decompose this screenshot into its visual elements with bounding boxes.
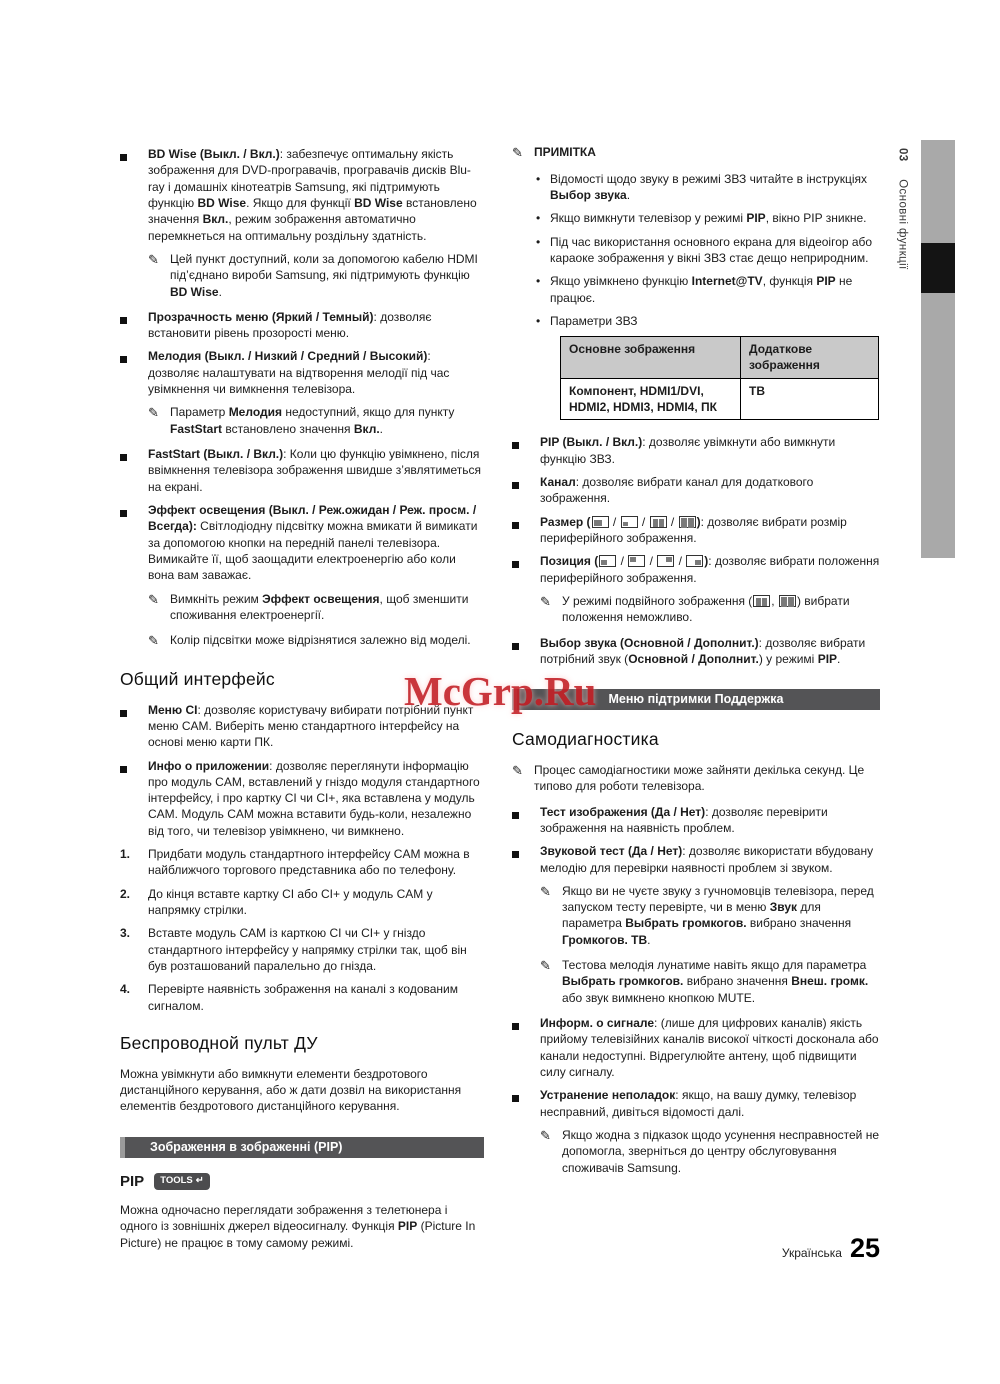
- list-item-signal-info: [512, 1015, 880, 1080]
- item-text: Меню CI: дозволяє користувачу вибирати потрібний пункт меню CAM. Виберіть меню стандартного інтерфейсу на основі меню карти ПК.: [148, 702, 474, 750]
- dot-icon: •: [536, 234, 541, 249]
- bullet-square-icon: [512, 635, 540, 668]
- section-heading-self-diagnosis: Самодиагностика: [512, 729, 659, 750]
- bullet-square-icon: [512, 474, 540, 507]
- chapter-title: Основні функції: [896, 179, 909, 270]
- item-text: Прозрачность меню (Яркий / Темный): дозволяє встановити рівень прозорості меню.: [148, 309, 432, 341]
- step-text: Вставте модуль CAM із карткою CI чи CI+ у гніздо стандартного інтерфейсу у напрямку стрілки так, щоб він був розташований паралельно до гнізда.: [148, 926, 467, 973]
- step-number: 1.: [120, 847, 131, 862]
- list-item-app-info: [120, 758, 484, 840]
- numbered-item-1: [120, 846, 484, 879]
- note-bullet: [536, 234, 880, 267]
- item-text: FastStart (Выкл. / Вкл.): Коли цю функцію увімкнено, після ввімкнення телевізора зображення швидше з’являтиметься на екрані.: [148, 447, 482, 494]
- page-footer: [782, 1230, 880, 1267]
- pencil-icon: ✎: [540, 958, 551, 974]
- note-bullet-text: Параметри ЗВЗ: [550, 313, 638, 328]
- item-text: Эффект освещения (Выкл. / Реж.ожидан / Реж. просм. / Всегда): Світлодіодну підсвітку можна вмикати й вимикати за допомогою кнопки на передній панелі телевізора. Вимикайте її, щоб заощадити електроенергію або коли вона вам заважає.: [148, 502, 478, 583]
- note-item: [148, 591, 484, 624]
- step-text: Придбати модуль стандартного інтерфейсу CAM можна в найближчого торгового представника або по телефону.: [148, 847, 470, 878]
- note-text: У режимі подвійного зображення ( , ) вибрати положення неможливо.: [562, 593, 850, 625]
- chapter-number: 03: [896, 148, 909, 162]
- list-item-pip-onoff: [512, 434, 880, 467]
- tools-badge: [154, 1173, 210, 1190]
- note-bullet-text: Під час використання основного екрана для відеоігор або караоке зображення у вікні ЗВЗ стає дещо неприродним.: [550, 234, 873, 265]
- pencil-icon: ✎: [148, 633, 159, 649]
- numbered-item-3: [120, 925, 484, 974]
- note-item: [540, 1127, 880, 1176]
- note-text: Процес самодіагностики може зайняти декілька секунд. Це типово для роботи телевізора.: [534, 762, 865, 794]
- section-heading-wireless-remote: Беспроводной пульт ДУ: [120, 1032, 318, 1053]
- note-text: Параметр Мелодия недоступний, якщо для пункту FastStart встановлено значення Вкл..: [170, 405, 455, 436]
- bullet-square-icon: [120, 348, 148, 397]
- list-item-troubleshooting: [512, 1087, 880, 1120]
- pencil-icon: ✎: [540, 883, 551, 899]
- bullet-square-icon: [120, 309, 148, 342]
- step-number: 3.: [120, 926, 131, 941]
- list-item-transparency: [120, 309, 484, 342]
- step-number: 4.: [120, 982, 131, 997]
- bullet-square-icon: [512, 843, 540, 876]
- item-text: Информ. о сигнале: (лише для цифрових каналів) якість прийому телевізійних каналів високої чіткості досконала або канали недоступні. Відрегулюйте антену, щоб підвищити силу сигналу.: [540, 1016, 879, 1079]
- pip-title-line: [120, 1172, 484, 1192]
- step-text: Перевірте наявність зображення на каналі з кодованим сигналом.: [148, 982, 458, 1013]
- bullet-square-icon: [120, 702, 148, 751]
- item-text: Звуковой тест (Да / Нет): дозволяє використати вбудовану мелодію для перевірки наявності проблем зі звуком.: [540, 844, 874, 875]
- bullet-square-icon: [512, 804, 540, 837]
- note-text: Якщо жодна з підказок щодо усунення несправностей не допомогла, зверніться до центру обслуговування споживачів Samsung.: [562, 1127, 880, 1175]
- item-text: Позиция ( / / / ): дозволяє вибрати положення периферійного зображення.: [540, 554, 880, 585]
- pip-position-topright-icon: [657, 555, 674, 567]
- step-text: До кінця вставте картку CI або CI+ у модуль CAM у напрямку стрілки.: [148, 886, 433, 918]
- numbered-item-4: [120, 981, 484, 1014]
- site-watermark: McGrp.Ru: [404, 668, 597, 714]
- pip-size-double2-icon: [679, 516, 696, 528]
- table-cell-sub: ТВ: [741, 378, 879, 420]
- pip-size-double1-icon: [650, 516, 667, 528]
- list-item-channel: [512, 474, 880, 507]
- chapter-tab-marker: [921, 243, 955, 293]
- pencil-icon: ✎: [540, 593, 551, 609]
- footer-language: Українська: [781, 1246, 842, 1260]
- pip-source-table: [560, 336, 879, 420]
- item-text: Инфо о приложении: дозволяє переглянути інформацію про модуль CAM, вставлений у гніздо модуля стандартного інтерфейсу, і про картку CI чи CI+, яка вставлена у модуль CAM. Модуль CAM можна вставити будь-коли, незалежно від того, чи телевізор увімкнено, чи вимкнено.: [148, 758, 480, 838]
- table-cell-sources: Компонент, HDMI1/DVI, HDMI2, HDMI3, HDMI4, ПК: [561, 378, 741, 420]
- item-text: Канал: дозволяє вибрати канал для додаткового зображення.: [540, 475, 814, 506]
- bullet-square-icon: [120, 446, 148, 495]
- bullet-square-icon: [120, 758, 148, 840]
- list-item-light-effect: [120, 502, 484, 584]
- wireless-paragraph: Можна увімкнути або вимкнути елементи бездротового дистанційного керування, або ж дати дозвіл на використання елементів бездротового дистанційного керування.: [120, 1066, 462, 1114]
- note-bullet-text: Відомості щодо звуку в режимі ЗВЗ читайте в інструкціях Выбор звука.: [550, 171, 867, 202]
- list-item-melody: [120, 348, 484, 397]
- pip-position-topleft-icon: [628, 555, 645, 567]
- tools-badge-label: TOOLS: [160, 1175, 193, 1187]
- tools-return-icon: ↵: [195, 1175, 204, 1187]
- note-bullet-text: Якщо увімкнено функцію Internet@TV, функція PIP не працює.: [550, 274, 853, 305]
- list-item-size: [512, 514, 880, 547]
- list-item-faststart: [120, 446, 484, 495]
- note-bullet: [536, 313, 880, 329]
- note-item: [512, 762, 880, 795]
- pip-double1-icon: [753, 595, 770, 607]
- pip-section-bar: [120, 1137, 484, 1158]
- bullet-square-icon: [512, 553, 540, 586]
- bullet-square-icon: [512, 514, 540, 547]
- pip-size-large-icon: [592, 516, 609, 528]
- note-text: Тестова мелодія лунатиме навіть якщо для параметра Выбрать громкогов. вибрано значення Внеш. громк. або звук вимкнено кнопкою MUTE.: [562, 958, 869, 1005]
- section-heading-common-interface: Общий интерфейс: [120, 668, 275, 689]
- note-text: Якщо ви не чуєте звуку з гучномовців телевізора, перед запуском тесту перевірте, чи в меню Звук для параметра Выбрать громкогов. вибрано значення Громкогов. ТВ.: [562, 883, 874, 947]
- dot-icon: •: [536, 313, 541, 328]
- pip-intro-paragraph: Можна одночасно переглядати зображення з телетюнера і одного із зовнішніх джерел відеосигналу. Функція PIP (Picture In Picture) не працює в тому самому режимі.: [120, 1203, 476, 1250]
- pip-title: PIP: [120, 1172, 145, 1190]
- note-item: [540, 883, 880, 948]
- list-item-picture-test: [512, 804, 880, 837]
- note-header-title: ПРИМІТКА: [534, 145, 596, 159]
- pip-position-bottomright-icon: [686, 555, 703, 567]
- pip-size-small-icon: [621, 516, 638, 528]
- chapter-tab-bar: [921, 140, 955, 558]
- dot-icon: •: [536, 274, 541, 289]
- list-item-bdwise: [120, 146, 484, 244]
- list-item-sound-test: [512, 843, 880, 876]
- table-header-row: [561, 337, 879, 379]
- note-header: [512, 144, 880, 162]
- item-text: PIP (Выкл. / Вкл.): дозволяє увімкнути або вимкнути функцію ЗВЗ.: [540, 435, 836, 466]
- note-text: Цей пункт доступний, коли за допомогою кабелю HDMI під’єднано вироби Samsung, які підтримують функцію BD Wise.: [170, 251, 478, 299]
- item-text: Тест изображения (Да / Нет): дозволяє перевірити зображення на наявність проблем.: [540, 804, 828, 835]
- step-number: 2.: [120, 886, 131, 901]
- note-item: [148, 404, 484, 437]
- footer-page-number: 25: [849, 1233, 880, 1263]
- bullet-square-icon: [512, 434, 540, 467]
- table-header-main-picture: Основне зображення: [561, 337, 741, 379]
- note-bullet: [536, 273, 880, 306]
- note-bullet-text: Якщо вимкнути телевізор у режимі PIP, вікно PIP зникне.: [550, 211, 867, 226]
- list-item-sound-select: [512, 635, 880, 668]
- table-row: [561, 378, 879, 420]
- item-text: Мелодия (Выкл. / Низкий / Средний / Высокий): дозволяє налаштувати на відтворення мелодії під час увімкнення чи вимкнення телевізора.: [148, 349, 450, 397]
- table-header-sub-picture: Додаткове зображення: [741, 337, 879, 379]
- note-bullet: [536, 171, 880, 204]
- pencil-icon: ✎: [148, 405, 159, 421]
- note-item: [540, 957, 880, 1006]
- item-text: Размер ( / / / ): дозволяє вибрати розмір периферійного зображення.: [540, 514, 847, 545]
- note-bullet: [536, 210, 880, 226]
- note-item: [148, 632, 484, 650]
- bullet-square-icon: [120, 146, 148, 244]
- item-text: Устранение неполадок: якщо, на вашу думку, телевізор несправний, дивіться відомості далі.: [540, 1088, 857, 1119]
- item-text: BD Wise (Выкл. / Вкл.): забезпечує оптимальну якість зображення для DVD-програвачів, програвачів дисків Blu-ray і домашніх кінотеатрів Samsung, які підтримують функцію BD Wise. Якщо для функції BD Wise встановлено значення Вкл., режим зображення автоматично перемкнеться на оптимальну роздільну здатність.: [148, 147, 477, 243]
- list-item-position: [512, 553, 880, 586]
- pencil-icon: ✎: [512, 762, 523, 778]
- bullet-square-icon: [512, 1015, 540, 1080]
- pencil-icon: ✎: [512, 145, 523, 160]
- chapter-side-label: [894, 148, 910, 270]
- dot-icon: •: [536, 211, 541, 226]
- pencil-icon: ✎: [540, 1127, 551, 1143]
- note-text: Колір підсвітки може відрізнятися залежно від моделі.: [170, 633, 471, 648]
- note-item: [148, 251, 484, 300]
- pip-double2-icon: [779, 595, 796, 607]
- pip-position-bottomleft-icon: [599, 555, 616, 567]
- pip-section-bar-label: Зображення в зображенні (PIP): [150, 1139, 343, 1154]
- dot-icon: •: [536, 171, 541, 186]
- note-text: Вимкніть режим Эффект освещения, щоб зменшити споживання електроенергії.: [170, 591, 469, 622]
- bullet-square-icon: [512, 1087, 540, 1120]
- numbered-item-2: [120, 886, 484, 919]
- item-text: Выбор звука (Основной / Дополнит.): дозволяє вибрати потрібний звук (Основной / Дополнит.) у режимі PIP.: [540, 635, 866, 666]
- note-item: [540, 593, 880, 626]
- support-section-bar-label: Меню підтримки Поддержка: [608, 692, 784, 707]
- bullet-square-icon: [120, 502, 148, 584]
- pencil-icon: ✎: [148, 251, 159, 267]
- pencil-icon: ✎: [148, 591, 159, 607]
